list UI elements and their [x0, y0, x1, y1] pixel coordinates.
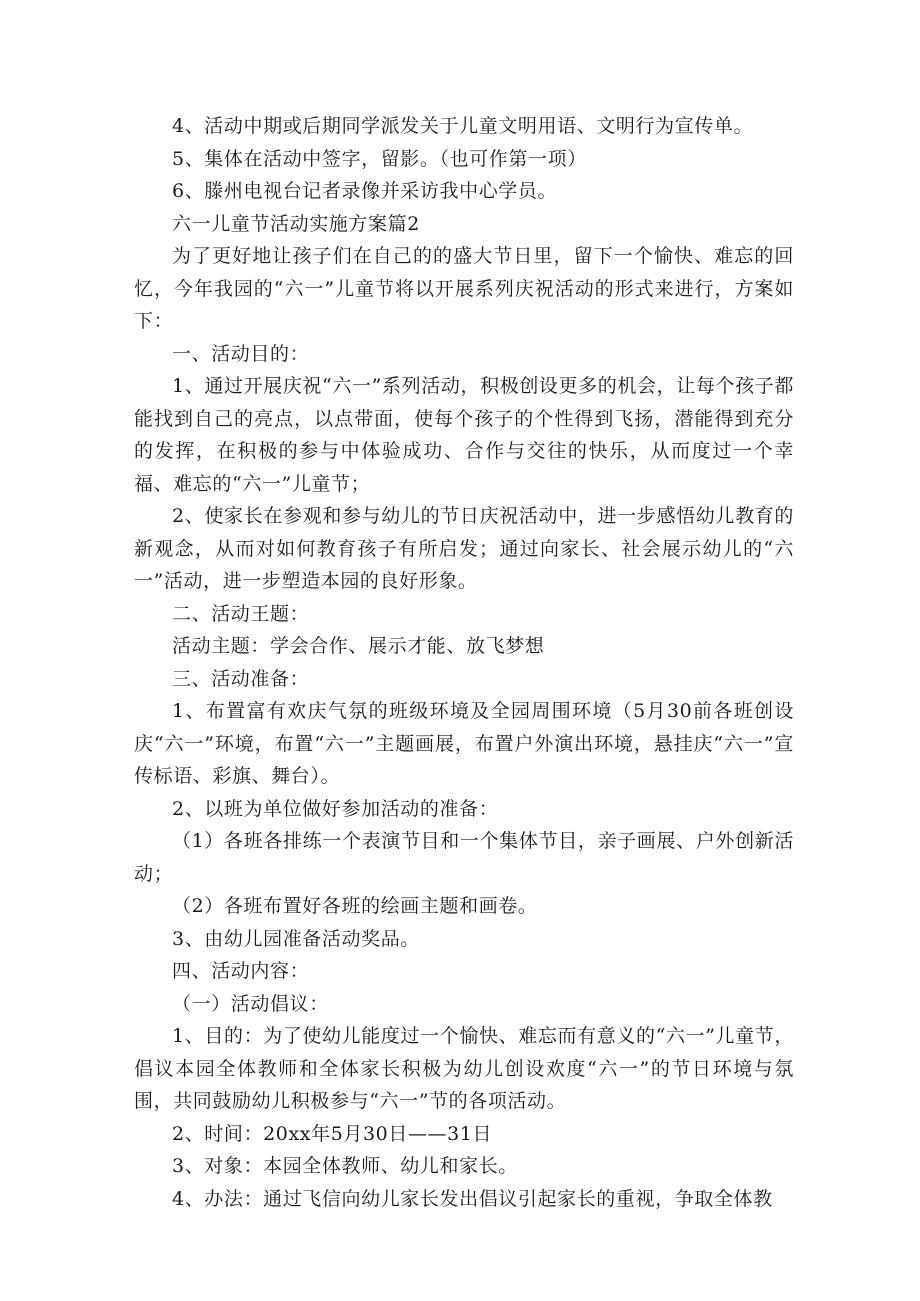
heading-content: 四、活动内容： [172, 960, 310, 982]
initiative-audience: 3、对象：本园全体教师、幼儿和家长。 [172, 1155, 518, 1177]
subheading-initiative: （一）活动倡议： [172, 992, 329, 1015]
preparation-item-2: 2、以班为单位做好参加活动的准备： [172, 797, 499, 820]
purpose-item-2: 2、使家长在参观和参与幼儿的节日庆祝活动中，进一步感悟幼儿教育的新观念，从而对如何教育孩子有所启发；通过向家长、社会展示幼儿的“六一”活动，进一步塑造本园的良好形象。 [134, 505, 794, 592]
document-body [134, 110, 794, 1215]
paragraph-activity-6: 6、滕州电视台记者录像并采访我中心学员。 [172, 180, 558, 202]
preparation-item-1: 1、布置富有欢庆气氛的班级环境及全园周围环境（5月30前各班创设庆“六一”环境，布置“六一”主题画展，布置户外演出环境，悬挂庆“六一”宣传标语、彩旗、舞台）。 [134, 700, 794, 787]
initiative-purpose: 1、目的：为了使幼儿能度过一个愉快、难忘而有意义的“六一”儿童节，倡议本园全体教师和全体家长积极为幼儿创设欢度“六一”的节日环境与氛围，共同鼓励幼儿积极参与“六一”节的各项活动。 [134, 1025, 794, 1112]
section-title: 六一儿童节活动实施方案篇2 [172, 212, 420, 235]
preparation-subitem-1: （1）各班各排练一个表演节目和一个集体节目，亲子画展、户外创新活动； [134, 830, 794, 885]
preparation-item-3: 3、由幼儿园准备活动奖品。 [172, 927, 420, 950]
heading-preparation: 三、活动准备： [172, 667, 310, 690]
preparation-subitem-2: （2）各班布置好各班的绘画主题和画卷。 [172, 895, 538, 917]
purpose-item-1: 1、通过开展庆祝“六一”系列活动，积极创设更多的机会，让每个孩子都能找到自己的亮点，以点带面，使每个孩子的个性得到飞扬，潜能得到充分的发挥，在积极的参与中体验成功、合作与交往的快乐，从而度过一个幸福、难忘的“六一”儿童节； [134, 375, 794, 495]
heading-purpose: 一、活动目的： [172, 342, 310, 365]
theme-text: 活动主题：学会合作、展示才能、放飞梦想 [172, 635, 545, 657]
intro-paragraph: 为了更好地让孩子们在自己的的盛大节日里，留下一个愉快、难忘的回忆，今年我园的“六一”儿童节将以开展系列庆祝活动的形式来进行，方案如下： [134, 245, 794, 332]
initiative-method: 4、办法：通过飞信向幼儿家长发出倡议引起家长的重视，争取全体教 [172, 1187, 773, 1210]
paragraph-activity-5: 5、集体在活动中签字，留影。（也可作第一项） [172, 147, 587, 170]
paragraph-activity-4: 4、活动中期或后期同学派发关于儿童文明用语、文明行为宣传单。 [172, 115, 754, 137]
initiative-time: 2、时间：20xx年5月30日——31日 [172, 1122, 493, 1145]
heading-theme: 二、活动王题： [172, 602, 310, 625]
